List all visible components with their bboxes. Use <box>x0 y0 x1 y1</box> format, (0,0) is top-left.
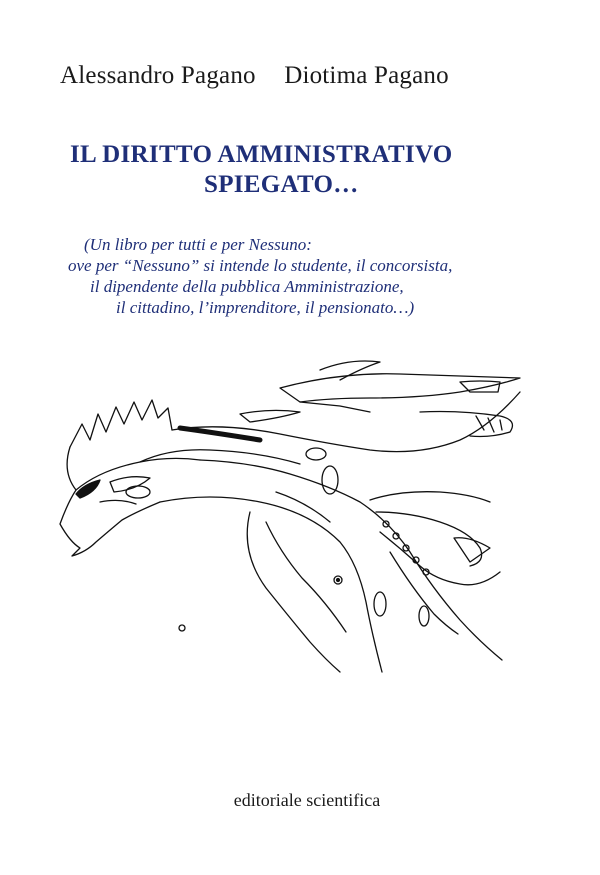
subtitle-line: il dipendente della pubblica Amministrazione, <box>90 277 404 296</box>
authors <box>60 62 449 90</box>
subtitle-line: ove per “Nessuno” si intende lo studente, il concorsista, <box>68 256 453 275</box>
book-subtitle <box>0 234 600 318</box>
publisher-name: editoriale scientifica <box>233 790 381 810</box>
abstract-horse-illustration <box>40 352 560 692</box>
author-name: Alessandro Pagano <box>60 62 256 89</box>
title-line: SPIEGATO… <box>204 171 359 198</box>
subtitle-line: (Un libro per tutti e per Nessuno: <box>84 235 312 254</box>
subtitle-line: il cittadino, l’imprenditore, il pensionato…) <box>116 298 415 317</box>
author-name: Diotima Pagano <box>284 62 449 89</box>
title-line: IL DIRITTO AMMINISTRATIVO <box>70 141 453 168</box>
